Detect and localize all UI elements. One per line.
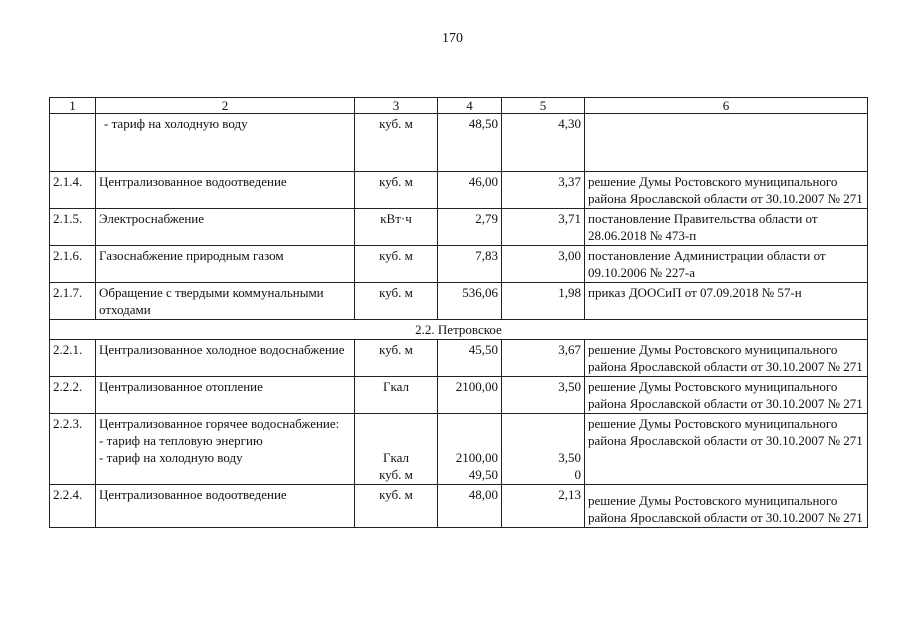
tariff-value-cell: 45,50 <box>438 340 502 377</box>
row-number: 2.2.1. <box>50 340 96 377</box>
unit-cell: кВт·ч <box>355 209 438 246</box>
tariff-value-cell: 46,00 <box>438 172 502 209</box>
column-header-2: 2 <box>96 98 355 114</box>
legal-basis-cell <box>585 114 868 172</box>
tariff-table-body <box>50 98 868 528</box>
table-row <box>50 377 868 414</box>
unit-cell <box>355 414 438 485</box>
tariff-value-cell <box>438 414 502 485</box>
table-header-row <box>50 98 868 114</box>
index-cell: 3,50 <box>502 377 585 414</box>
tariff-value-cell: 536,06 <box>438 283 502 320</box>
unit-cell: Гкал <box>355 377 438 414</box>
row-number: 2.2.2. <box>50 377 96 414</box>
service-name: Централизованное водоотведение <box>96 172 355 209</box>
sub-index: 3,50 <box>558 450 581 465</box>
table-row <box>50 209 868 246</box>
index-cell: 3,71 <box>502 209 585 246</box>
index-cell: 3,00 <box>502 246 585 283</box>
service-name: Централизованное водоотведение <box>96 485 355 528</box>
table-row <box>50 414 868 485</box>
column-header-3: 3 <box>355 98 438 114</box>
sub-index: 0 <box>574 467 581 482</box>
table-row <box>50 114 868 172</box>
column-header-5: 5 <box>502 98 585 114</box>
column-header-1: 1 <box>50 98 96 114</box>
service-name: Централизованное отопление <box>96 377 355 414</box>
index-cell <box>502 414 585 485</box>
unit-cell: куб. м <box>355 485 438 528</box>
row-number: 2.2.4. <box>50 485 96 528</box>
service-name: Электроснабжение <box>96 209 355 246</box>
column-header-4: 4 <box>438 98 502 114</box>
tariff-value-cell: 48,50 <box>438 114 502 172</box>
legal-basis-cell: решение Думы Ростовского муниципального района Ярославской области от 30.10.2007 № 271 <box>585 172 868 209</box>
service-name: - тариф на холодную воду <box>96 114 355 172</box>
service-name: Газоснабжение природным газом <box>96 246 355 283</box>
sub-tariff-value: 2100,00 <box>455 450 498 465</box>
legal-basis-cell: постановление Администрации области от 09.10.2006 № 227-а <box>585 246 868 283</box>
table-row <box>50 246 868 283</box>
table-row <box>50 485 868 528</box>
tariff-value-cell: 7,83 <box>438 246 502 283</box>
legal-basis-cell: решение Думы Ростовского муниципального района Ярославской области от 30.10.2007 № 271 <box>585 340 868 377</box>
row-number: 2.1.5. <box>50 209 96 246</box>
section-title: 2.2. Петровское <box>50 320 868 340</box>
service-name <box>96 414 355 485</box>
sub-service-name: - тариф на холодную воду <box>99 450 243 465</box>
section-row <box>50 320 868 340</box>
index-cell: 2,13 <box>502 485 585 528</box>
table-row <box>50 283 868 320</box>
service-name: Централизованное холодное водоснабжение <box>96 340 355 377</box>
sub-unit: куб. м <box>379 467 413 482</box>
index-cell: 3,67 <box>502 340 585 377</box>
tariff-value-cell: 2100,00 <box>438 377 502 414</box>
row-number <box>50 114 96 172</box>
sub-unit: Гкал <box>382 450 409 465</box>
tariff-value-cell: 2,79 <box>438 209 502 246</box>
row-number: 2.1.6. <box>50 246 96 283</box>
index-cell: 1,98 <box>502 283 585 320</box>
column-header-6: 6 <box>585 98 868 114</box>
service-name: Обращение с твердыми коммунальными отходами <box>96 283 355 320</box>
tariff-value-cell: 48,00 <box>438 485 502 528</box>
legal-basis-cell: решение Думы Ростовского муниципального района Ярославской области от 30.10.2007 № 271 <box>585 485 868 528</box>
index-cell: 3,37 <box>502 172 585 209</box>
tariff-table <box>49 97 868 528</box>
row-number: 2.1.4. <box>50 172 96 209</box>
legal-basis-cell: приказ ДООСиП от 07.09.2018 № 57-н <box>585 283 868 320</box>
legal-basis-cell: решение Думы Ростовского муниципального района Ярославской области от 30.10.2007 № 271 <box>585 377 868 414</box>
unit-cell: куб. м <box>355 340 438 377</box>
row-number: 2.2.3. <box>50 414 96 485</box>
legal-basis-cell: решение Думы Ростовского муниципального района Ярославской области от 30.10.2007 № 271 <box>585 414 868 485</box>
table-row <box>50 340 868 377</box>
service-title: Централизованное горячее водоснабжение: <box>99 416 340 431</box>
unit-cell: куб. м <box>355 114 438 172</box>
table-row <box>50 172 868 209</box>
unit-cell: куб. м <box>355 246 438 283</box>
index-cell: 4,30 <box>502 114 585 172</box>
legal-basis-cell: постановление Правительства области от 28.06.2018 № 473-п <box>585 209 868 246</box>
sub-service-name: - тариф на тепловую энергию <box>99 433 263 448</box>
row-number: 2.1.7. <box>50 283 96 320</box>
sub-tariff-value: 49,50 <box>468 467 498 482</box>
unit-cell: куб. м <box>355 283 438 320</box>
unit-cell: куб. м <box>355 172 438 209</box>
page-number: 170 <box>442 31 463 46</box>
